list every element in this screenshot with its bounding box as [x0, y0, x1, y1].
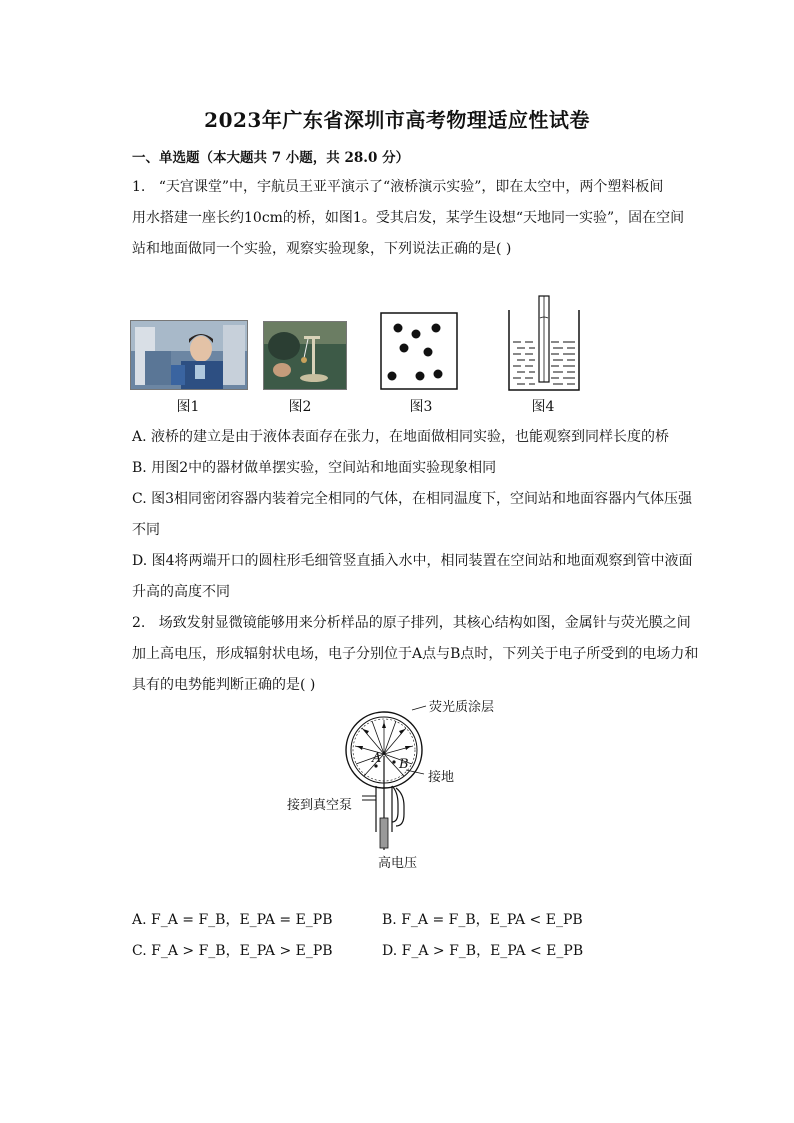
q1-number: 1.: [132, 179, 146, 195]
figure-1-photo: [130, 320, 248, 390]
q1-stem-line-1: [132, 176, 663, 196]
q1-stem-text-1: “天宫课堂”中，宇航员王亚平演示了“液桥演示实验”，即在太空中，两个塑料板间: [158, 179, 664, 195]
page-title: 2023年广东省深圳市高考物理适应性试卷: [204, 108, 590, 132]
label-ground: 接地: [428, 770, 455, 785]
q1-option-c-line-2: 不同: [132, 522, 160, 538]
q2-stem-line-1: [132, 612, 691, 632]
q1-option-a: A. 液桥的建立是由于液体表面存在张力，在地面做相同实验，也能观察到同样长度的桥: [132, 429, 670, 445]
q1-option-d-line-1: D. 图4将两端开口的圆柱形毛细管竖直插入水中，相同装置在空间站和地面观察到管中液面: [132, 553, 693, 569]
label-fluorescent-coating: 荧光质涂层: [429, 700, 495, 715]
label-point-b: B: [399, 757, 409, 772]
q2-option-c: C. F_A > F_B，E_PA > E_PB: [132, 943, 333, 959]
q1-option-b: B. 用图2中的器材做单摆实验，空间站和地面实验现象相同: [132, 460, 497, 476]
figure-2-caption: 图2: [288, 399, 312, 415]
figure-3-gas-container: [380, 312, 458, 390]
figure-1-caption: 图1: [176, 399, 200, 415]
q1-stem-line-2: 用水搭建一座长约10cm的桥，如图1。受其启发，某学生设想“天地同一实验”，固在空间: [132, 210, 685, 226]
q2-stem-line-2: 加上高电压，形成辐射状电场，电子分别位于A点与B点时，下列关于电子所受到的电场力和: [132, 646, 699, 662]
q2-option-a: A. F_A = F_B，E_PA = E_PB: [132, 912, 333, 928]
section-heading: 一、单选题（本大题共 7 小题，共 28.0 分）: [132, 150, 410, 166]
q2-stem-line-3: 具有的电势能判断正确的是( ): [132, 677, 316, 693]
q2-option-d: D. F_A > F_B，E_PA < E_PB: [382, 943, 584, 959]
label-point-a: A: [372, 751, 382, 766]
q2-option-b: B. F_A = F_B，E_PA < E_PB: [382, 912, 583, 928]
figure-4-capillary-tube: [505, 292, 583, 392]
q2-number: 2.: [132, 615, 146, 631]
label-vacuum-pump: 接到真空泵: [287, 798, 353, 813]
label-high-voltage: 高电压: [378, 856, 418, 871]
q1-option-d-line-2: 升高的高度不同: [132, 584, 230, 600]
figure-3-caption: 图3: [409, 399, 433, 415]
q1-stem-line-3: 站和地面做同一个实验，观察实验现象，下列说法正确的是( ): [132, 241, 512, 257]
q1-option-c-line-1: C. 图3相同密闭容器内装着完全相同的气体，在相同温度下，空间站和地面容器内气体压强: [132, 491, 693, 507]
figure-2-photo: [263, 321, 347, 390]
figure-4-caption: 图4: [531, 399, 555, 415]
q2-stem-text-1: 场致发射显微镜能够用来分析样品的原子排列，其核心结构如图，金属针与荧光膜之间: [158, 615, 691, 631]
